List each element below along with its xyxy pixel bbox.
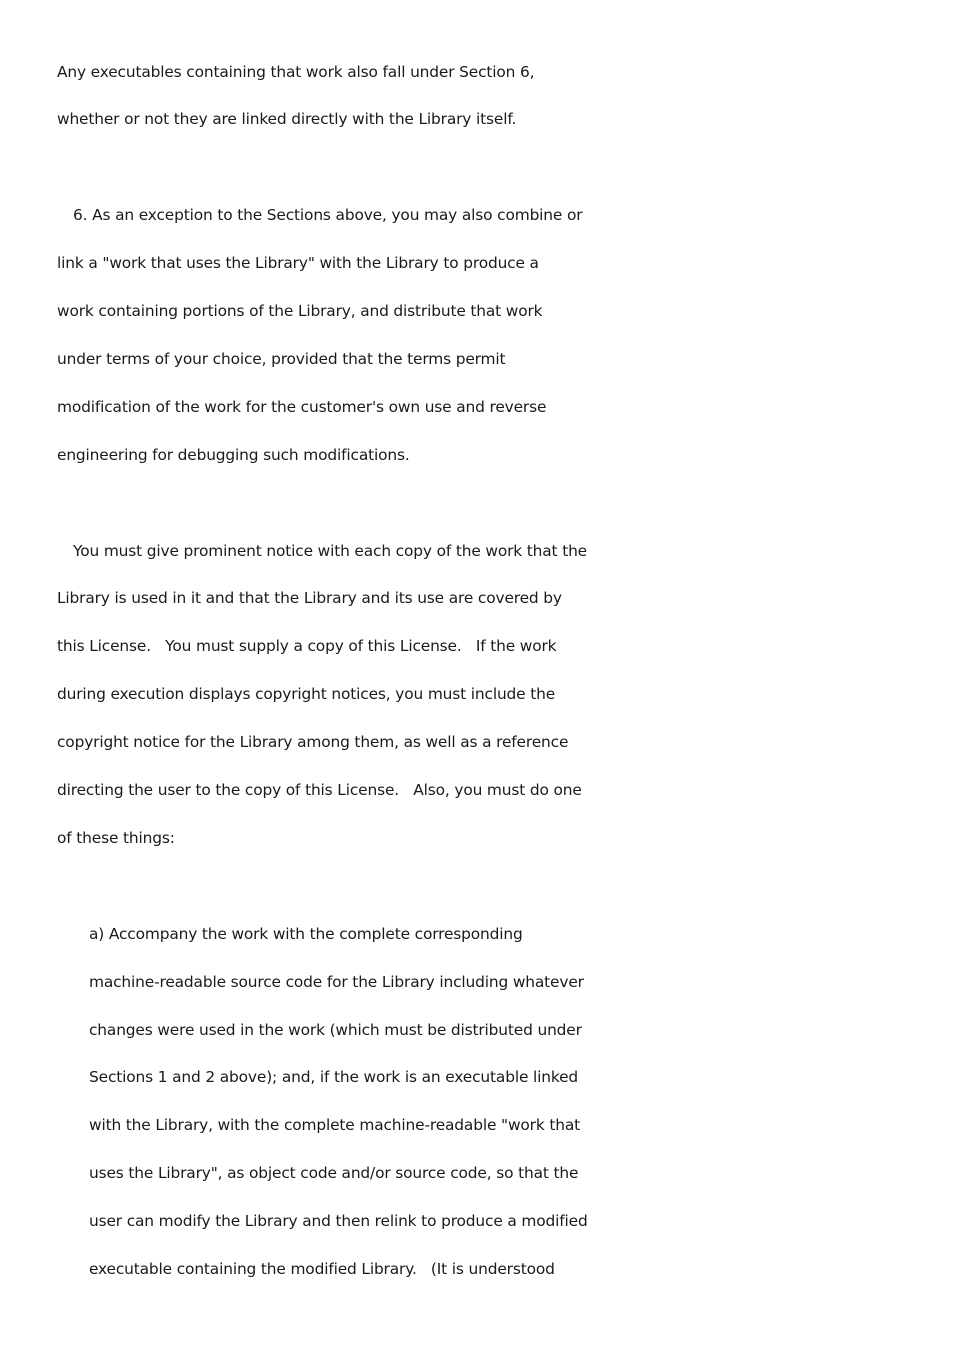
- text-line: work containing portions of the Library, and distribute that work: [57, 302, 543, 320]
- text-line: uses the Library", as object code and/or source code, so that the: [89, 1164, 579, 1182]
- text-line: Any executables containing that work also fall under Section 6,: [57, 63, 535, 81]
- text-line: machine-readable source code for the Library including whatever: [89, 973, 584, 991]
- text-line: changes were used in the work (which must be distributed under: [89, 1021, 582, 1039]
- text-line: this License. You must supply a copy of this License. If the work: [57, 637, 557, 655]
- paragraph-first-line: You must give prominent notice with each copy of the work that the: [73, 542, 587, 560]
- text-line: link a "work that uses the Library" with the Library to produce a: [57, 254, 539, 272]
- text-line: modification of the work for the customer's own use and reverse: [57, 398, 547, 416]
- text-line: engineering for debugging such modifications.: [57, 446, 410, 464]
- text-line: copyright notice for the Library among them, as well as a reference: [57, 733, 569, 751]
- text-line: during execution displays copyright notices, you must include the: [57, 685, 556, 703]
- section-6-heading-line: 6. As an exception to the Sections above, you may also combine or: [73, 206, 583, 224]
- text-line: Library is used in it and that the Library and its use are covered by: [57, 589, 562, 607]
- text-line: Sections 1 and 2 above); and, if the work is an executable linked: [89, 1068, 579, 1086]
- text-line: executable containing the modified Library. (It is understood: [89, 1260, 555, 1278]
- text-line: of these things:: [57, 829, 175, 847]
- text-line: user can modify the Library and then relink to produce a modified: [89, 1212, 588, 1230]
- text-line: directing the user to the copy of this License. Also, you must do one: [57, 781, 582, 799]
- text-line: under terms of your choice, provided that the terms permit: [57, 350, 506, 368]
- text-line: with the Library, with the complete machine-readable "work that: [89, 1116, 580, 1134]
- list-item-a-first-line: a) Accompany the work with the complete corresponding: [89, 925, 523, 943]
- text-line: whether or not they are linked directly with the Library itself.: [57, 110, 517, 128]
